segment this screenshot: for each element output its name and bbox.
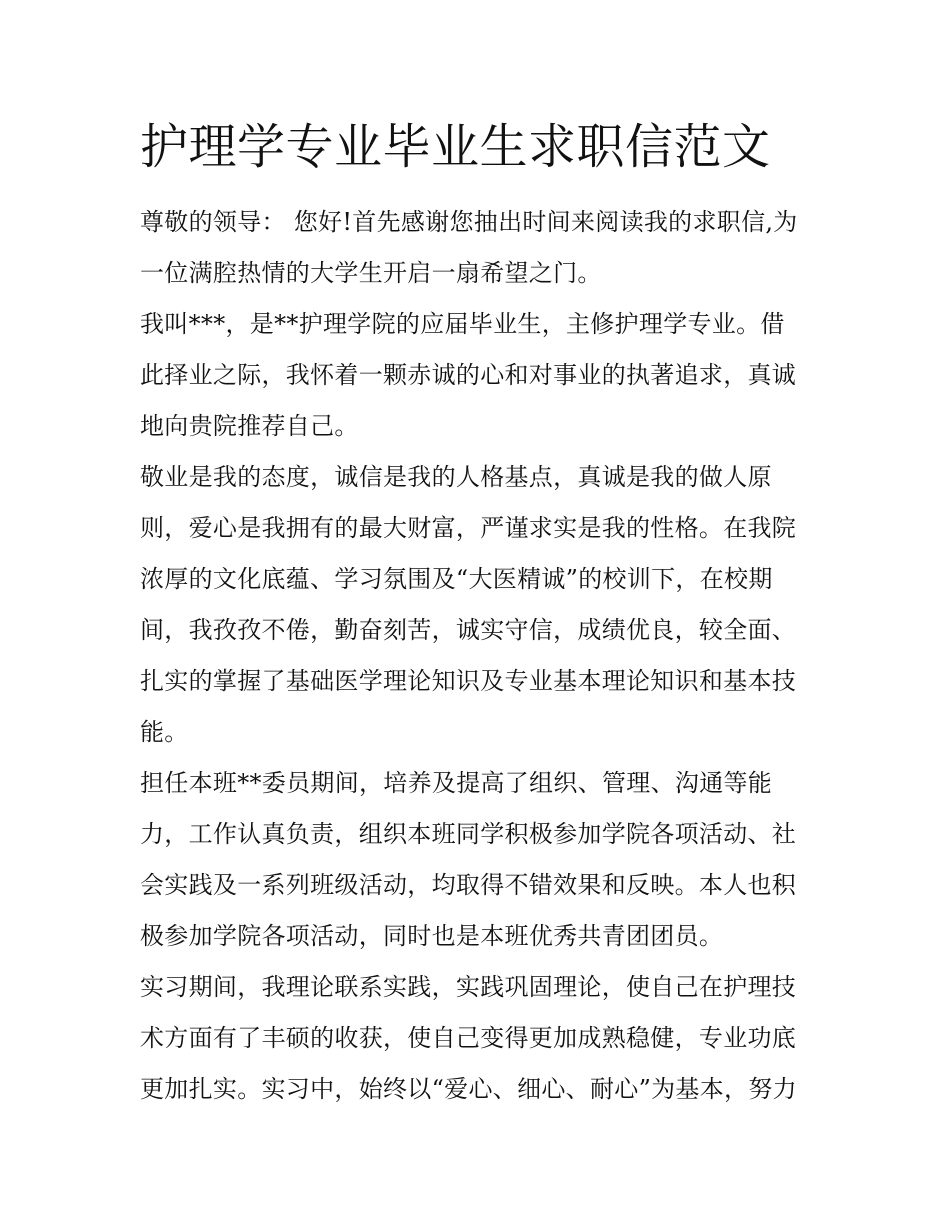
text-line: 则，爱心是我拥有的最大财富，严谨求实是我的性格。在我院 bbox=[140, 514, 797, 542]
text-line: 浓厚的文化底蕴、学习氛围及“大医精诚”的校训下，在校期 bbox=[140, 565, 773, 593]
text-line: 能。 bbox=[140, 718, 189, 746]
document-title: 护理学专业毕业生求职信范文 bbox=[140, 119, 771, 175]
text-line: 此择业之际，我怀着一颗赤诚的心和对事业的执著追求，真诚 bbox=[140, 361, 797, 389]
text-line: 术方面有了丰硕的收获，使自己变得更加成熟稳健，专业功底 bbox=[140, 1024, 797, 1052]
text-line: 扎实的掌握了基础医学理论知识及专业基本理论知识和基本技 bbox=[140, 667, 797, 695]
text-line: 我叫***，是**护理学院的应届毕业生，主修护理学专业。借 bbox=[140, 310, 785, 338]
text-line: 地向贵院推荐自己。 bbox=[140, 412, 359, 440]
text-line: 极参加学院各项活动，同时也是本班优秀共青团团员。 bbox=[140, 922, 724, 950]
text-line: 尊敬的领导： 您好!首先感谢您抽出时间来阅读我的求职信,为 bbox=[140, 208, 798, 236]
text-line: 间，我孜孜不倦，勤奋刻苦，诚实守信，成绩优良，较全面、 bbox=[140, 616, 797, 644]
text-line: 力，工作认真负责，组织本班同学积极参加学院各项活动、社 bbox=[140, 820, 797, 848]
text-line: 更加扎实。实习中，始终以“爱心、细心、耐心”为基本，努力 bbox=[140, 1075, 797, 1103]
text-line: 实习期间，我理论联系实践，实践巩固理论，使自己在护理技 bbox=[140, 973, 797, 1001]
text-line: 会实践及一系列班级活动，均取得不错效果和反映。本人也积 bbox=[140, 871, 797, 899]
text-line: 敬业是我的态度，诚信是我的人格基点，真诚是我的做人原 bbox=[140, 463, 772, 491]
text-line: 一位满腔热情的大学生开启一扇希望之门。 bbox=[140, 259, 602, 287]
document-body bbox=[140, 197, 820, 1115]
text-line: 担任本班**委员期间，培养及提高了组织、管理、沟通等能 bbox=[140, 769, 773, 797]
